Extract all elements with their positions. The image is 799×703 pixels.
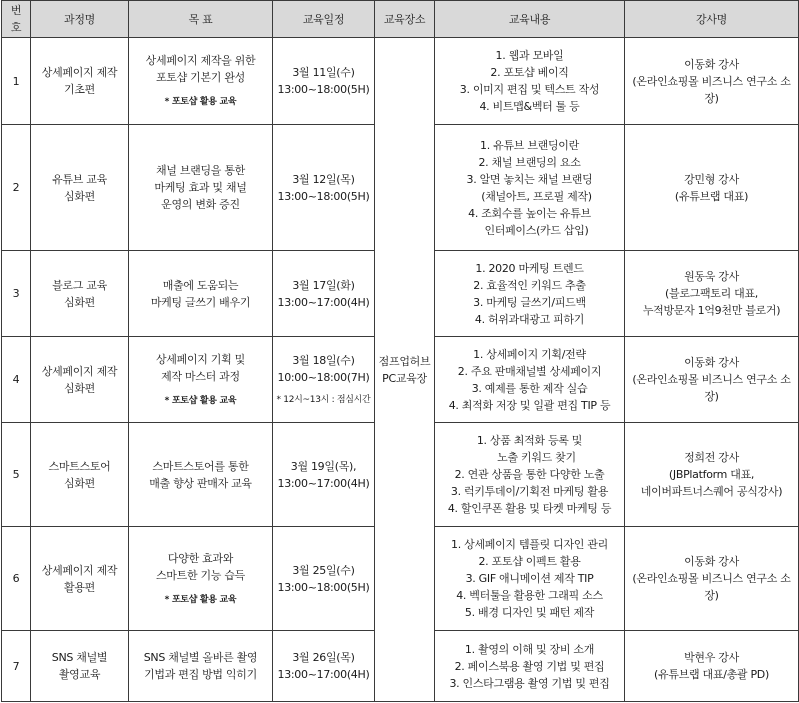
instructor: 이동화 강사 (온라인쇼핑몰 비즈니스 연구소 소장) <box>625 38 799 125</box>
row-number: 5 <box>2 423 31 527</box>
schedule: 3월 17일(화) 13:00~17:00(4H) <box>273 251 375 337</box>
schedule: 3월 25일(수) 13:00~18:00(5H) <box>273 527 375 631</box>
course-name: SNS 채널별 촬영교육 <box>31 631 129 702</box>
course-name: 상세페이지 제작 기초편 <box>31 38 129 125</box>
goal-note: * 포토샵 활용 교육 <box>164 395 237 406</box>
course-goal: 스마트스토어를 통한 매출 향상 판매자 교육 <box>129 423 273 527</box>
course-content: 1. 2020 마케팅 트렌드 2. 효율적인 키워드 추출 3. 마케팅 글쓰기/피드백 4. 허위과대광고 피하기 <box>435 251 625 337</box>
course-goal: 채널 브랜딩을 통한 마케팅 효과 및 채널 운영의 변화 증진 <box>129 125 273 251</box>
course-name: 유튜브 교육 심화편 <box>31 125 129 251</box>
course-content: 1. 유튜브 브랜딩이란 2. 채널 브랜딩의 요소 3. 알면 놓치는 채널 브랜딩 (채널아트, 프로필 제작) 4. 조회수를 높이는 유튜브 인터페이스(카드 삽입) <box>435 125 625 251</box>
place-cell: 점프업허브 PC교육장 <box>375 38 435 702</box>
row-number: 7 <box>2 631 31 702</box>
course-name: 스마트스토어 심화편 <box>31 423 129 527</box>
goal-note: * 포토샵 활용 교육 <box>164 594 237 605</box>
schedule: 3월 12일(목) 13:00~18:00(5H) <box>273 125 375 251</box>
instructor: 정희전 강사 (JBPlatform 대표, 네이버파트너스퀘어 공식강사) <box>625 423 799 527</box>
course-content: 1. 상세페이지 기획/전략 2. 주요 판매채널별 상세페이지 3. 예제를 통한 제작 실습 4. 최적화 저장 및 일괄 편집 TIP 등 <box>435 337 625 423</box>
header-course: 과정명 <box>31 1 129 38</box>
row-number: 4 <box>2 337 31 423</box>
header-goal: 목 표 <box>129 1 273 38</box>
row-number: 6 <box>2 527 31 631</box>
course-name: 상세페이지 제작 활용편 <box>31 527 129 631</box>
header-row <box>2 1 799 38</box>
header-schedule: 교육일정 <box>273 1 375 38</box>
schedule: 3월 11일(수) 13:00~18:00(5H) <box>273 38 375 125</box>
schedule: 3월 19일(목), 13:00~17:00(4H) <box>273 423 375 527</box>
goal-note: * 포토샵 활용 교육 <box>164 97 237 107</box>
row-number: 2 <box>2 125 31 251</box>
table-row <box>2 38 799 125</box>
course-goal: 매출에 도움되는 마케팅 글쓰기 배우기 <box>129 251 273 337</box>
instructor: 박현우 강사 (유튜브랩 대표/총괄 PD) <box>625 631 799 702</box>
course-goal: 다양한 효과와 스마트한 기능 습득 * 포토샵 활용 교육 <box>129 527 273 631</box>
course-content: 1. 상품 최적화 등록 및 노출 키워드 찾기 2. 연관 상품을 통한 다양한 노출 3. 럭키투데이/기획전 마케팅 활용 4. 할인쿠폰 활용 및 타켓 마케팅 등 <box>435 423 625 527</box>
header-instructor: 강사명 <box>625 1 799 38</box>
course-content: 1. 촬영의 이해 및 장비 소개 2. 페이스북용 촬영 기법 및 편집 3. 인스타그램용 촬영 기법 및 편집 <box>435 631 625 702</box>
header-content: 교육내용 <box>435 1 625 38</box>
header-place: 교육장소 <box>375 1 435 38</box>
instructor: 이동화 강사 (온라인쇼핑몰 비즈니스 연구소 소장) <box>625 527 799 631</box>
lunch-note: * 12시~13시 : 점심시간 <box>276 394 371 405</box>
schedule: 3월 18일(수) 10:00~18:00(7H) * 12시~13시 : 점심시간 <box>273 337 375 423</box>
instructor: 강민형 강사 (유튜브랩 대표) <box>625 125 799 251</box>
course-goal: SNS 채널별 올바른 촬영 기법과 편집 방법 익히기 <box>129 631 273 702</box>
header-number: 번 호 <box>2 1 31 38</box>
schedule: 3월 26일(목) 13:00~17:00(4H) <box>273 631 375 702</box>
row-number: 1 <box>2 38 31 125</box>
row-number: 3 <box>2 251 31 337</box>
course-content: 1. 웹과 모바일 2. 포토샵 베이직 3. 이미지 편집 및 텍스트 작성 4. 비트맵&벡터 툴 등 <box>435 38 625 125</box>
course-content: 1. 상세페이지 템플릿 디자인 관리 2. 포토샵 이펙트 활용 3. GIF 애니메이션 제작 TIP 4. 벡터툴을 활용한 그래픽 소스 5. 배경 디자인 및 패턴 제작 <box>435 527 625 631</box>
course-goal: 상세페이지 제작을 위한 포토샵 기본기 완성 * 포토샵 활용 교육 <box>129 38 273 125</box>
instructor: 원동욱 강사 (블로그팩토리 대표, 누적방문자 1억9천만 블로거) <box>625 251 799 337</box>
instructor: 이동화 강사 (온라인쇼핑몰 비즈니스 연구소 소장) <box>625 337 799 423</box>
course-name: 블로그 교육 심화편 <box>31 251 129 337</box>
course-name: 상세페이지 제작 심화편 <box>31 337 129 423</box>
course-goal: 상세페이지 기획 및 제작 마스터 과정 * 포토샵 활용 교육 <box>129 337 273 423</box>
education-schedule-table <box>1 0 799 702</box>
